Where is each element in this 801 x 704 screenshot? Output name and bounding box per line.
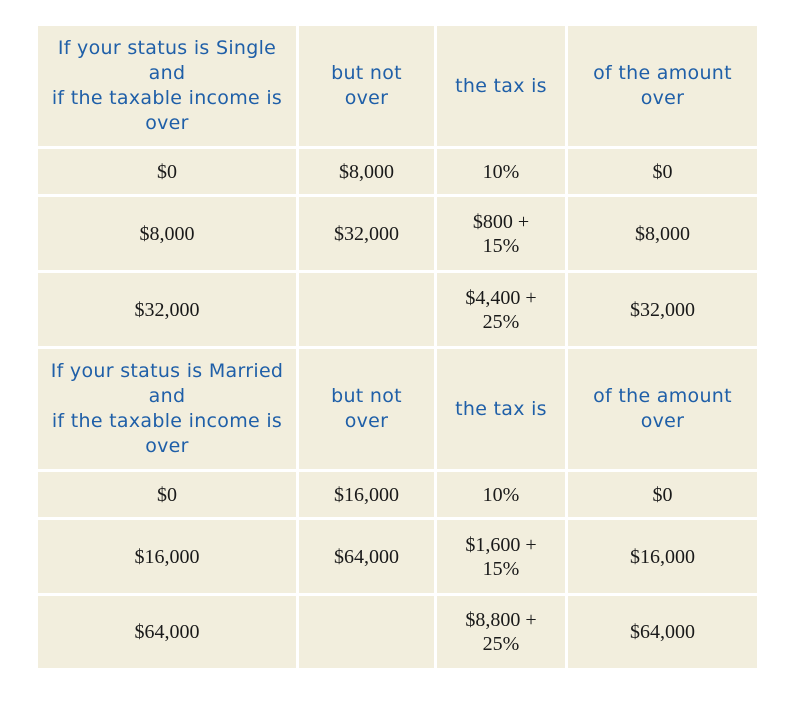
header-amount-over [568,26,757,146]
cell-amount-over: $0 [568,149,757,194]
cell-tax: 10% [437,472,565,517]
header-status-income [38,349,296,469]
header-amount-over [568,349,757,469]
cell-tax-text: $4,400 + 25% [465,286,537,333]
cell-but-not-over: $64,000 [299,520,434,593]
cell-tax [437,596,565,668]
header-amount-over-text: of the amount over [593,385,732,432]
cell-but-not-over: $32,000 [299,197,434,270]
married-header-row [38,349,757,469]
header-amount-over-text: of the amount over [593,62,732,109]
table-row [38,596,757,668]
table-row [38,520,757,593]
cell-over: $0 [38,472,296,517]
cell-tax: 10% [437,149,565,194]
cell-tax-text: $1,600 + 15% [465,533,537,580]
table-row [38,472,757,517]
cell-amount-over: $0 [568,472,757,517]
header-status-income-text: If your status is Married and if the taxable income is over [50,360,284,457]
cell-but-not-over: $8,000 [299,149,434,194]
table-row [38,197,757,270]
cell-amount-over: $16,000 [568,520,757,593]
cell-tax-text: $8,800 + 25% [465,609,537,655]
cell-amount-over: $32,000 [568,273,757,346]
cell-over: $32,000 [38,273,296,346]
header-status-income-text: If your status is Single and if the taxable income is over [51,37,283,134]
header-but-not-over [299,26,434,146]
header-status-income [38,26,296,146]
tax-rate-table [35,23,760,671]
cell-over: $16,000 [38,520,296,593]
header-tax-is-text: the tax is [455,74,547,97]
cell-but-not-over [299,273,434,346]
cell-tax-text: $800 + 15% [472,210,530,257]
cell-tax [437,197,565,270]
cell-but-not-over: $16,000 [299,472,434,517]
cell-over: $64,000 [38,596,296,668]
cell-tax [437,273,565,346]
single-header-row [38,26,757,146]
header-but-not-over [299,349,434,469]
cell-over: $0 [38,149,296,194]
cell-but-not-over [299,596,434,668]
header-tax-is [437,349,565,469]
header-but-not-over-text: but not over [331,385,402,432]
header-tax-is-text: the tax is [455,397,547,420]
cell-amount-over: $64,000 [568,596,757,668]
cell-tax [437,520,565,593]
header-but-not-over-text: but not over [331,62,402,109]
table-row [38,149,757,194]
cell-over: $8,000 [38,197,296,270]
header-tax-is [437,26,565,146]
table-row [38,273,757,346]
cell-amount-over: $8,000 [568,197,757,270]
